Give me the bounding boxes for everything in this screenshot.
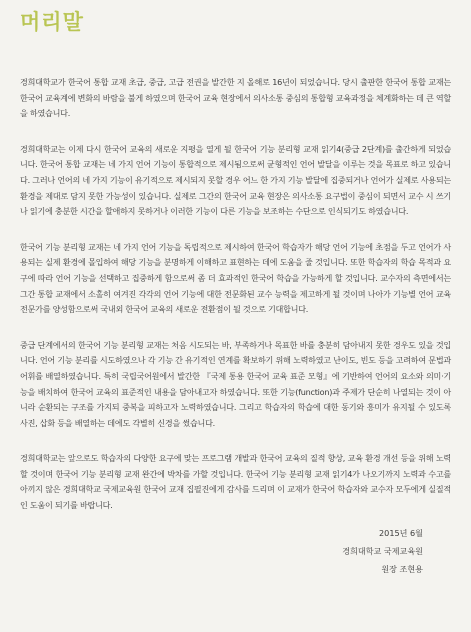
paragraph-2: 경희대학교는 이제 다시 한국어 교육의 새로운 지평을 열게 될 한국어 기능 분리형 교재 읽기4(중급 2단계)를 출간하게 되었습니다. 한국어 통합 교재는 네 가지 언어 기능이 통합적으로 제시됨으로써 균형적인 언어 발달을 이루는 것을 목표로 하고 있습니다. 그러나 언어의 네 가지 기능이 유기적으로 제시되지 못할 경우 어느 한 가지 기능 발달에 집중되거나 언어가 실제로 사용되는 환경을 제대로 담지 못한 가능성이 있습니다. 실제로 그간의 한국어 교육 현장은 의사소통 요구법이 중심이 되면서 교수 시 쓰기나 읽기에 충분한 시간을 할애하지 못하거나 이러한 기능이 다른 기능을 보조하는 수단으로 인식되기도 하였습니다.	[20, 143, 451, 217]
paragraph-4: 중급 단계에서의 한국어 기능 분리형 교재는 처음 시도되는 바, 부족하거나 목표한 바를 충분히 담아내지 못한 경우도 있을 것입니다. 언어 기능 분리를 시도하였으나 각 기능 간 유기적인 연계를 확보하기 위해 노력하였고 난이도, 빈도 등을 고려하여 문법과 어휘를 배열하였습니다. 특히 국립국어원에서 발간한 『국제 통용 한국어 교육 표준 모형』에 기반하여 언어의 요소와 의미·기능을 배치하여 한국어 교육의 표준적인 내용을 담아내고자 하였습니다. 또한 기능(function)과 주제가 단순히 나열되는 것이 아니라 순환되는 구조를 가지되 중복을 피하고자 노력하였습니다. 그리고 학습자의 학습에 대한 동기와 흥미가 유지될 수 있도록 사진, 삽화 등을 배열하는 데에도 각별히 신경을 썼습니다.	[20, 339, 451, 428]
signature-org: 경희대학교 국제교육원	[342, 545, 423, 556]
signature-block	[20, 524, 451, 578]
page-title: 머리말	[20, 10, 84, 34]
signature-date: 2015년 6월	[379, 527, 423, 538]
signature-author: 원장 조현용	[381, 563, 423, 574]
preface-body	[20, 75, 451, 514]
paragraph-5: 경희대학교는 앞으로도 학습자의 다양한 요구에 맞는 프로그램 개발과 한국어 교육의 질적 향상, 교육 환경 개선 등을 위해 노력할 것이며 한국어 기능 분리형 교재 완간에 박차를 가할 것입니다. 한국어 기능 분리형 교재 읽기4가 나오기까지 노력과 수고를 아끼지 않은 경희대학교 국제교육원 한국어 교재 집필진에게 감사를 드리며 이 교재가 한국어 학습자와 교수자 모두에게 실질적인 도움이 되기를 바랍니다.	[20, 453, 451, 511]
paragraph-3: 한국어 기능 분리형 교재는 네 가지 언어 기능을 독립적으로 제시하여 한국어 학습자가 해당 언어 기능에 초점을 두고 언어가 사용되는 실제 환경에 몰입하여 해당 기능을 분명하게 이해하고 표현하는 데에 도움을 줄 것입니다. 또한 학습자의 학습 목적과 요구에 따라 언어 기능을 선택하고 집중하게 함으로써 좀 더 효과적인 한국어 학습을 가능하게 할 것입니다. 교수자의 측면에서는 그간 통합 교재에서 소홀히 여겨진 각각의 언어 기능에 대한 전문화된 교수 능력을 제고하게 될 것이며 나아가 기능별 언어 교육 전문가를 양성함으로써 국내외 한국어 교육의 새로운 전환점이 될 것으로 기대합니다.	[20, 241, 451, 315]
paragraph-1: 경희대학교가 한국어 통합 교재 초급, 중급, 고급 전권을 발간한 지 올해로 16년이 되었습니다. 당시 출판한 한국어 통합 교재는 한국어 교육계에 변화의 바람을 불게 하였으며 한국어 교육 현장에서 의사소통 중심의 통합형 교육과정을 체계화하는 데 큰 역할을 하였습니다.	[20, 77, 451, 119]
